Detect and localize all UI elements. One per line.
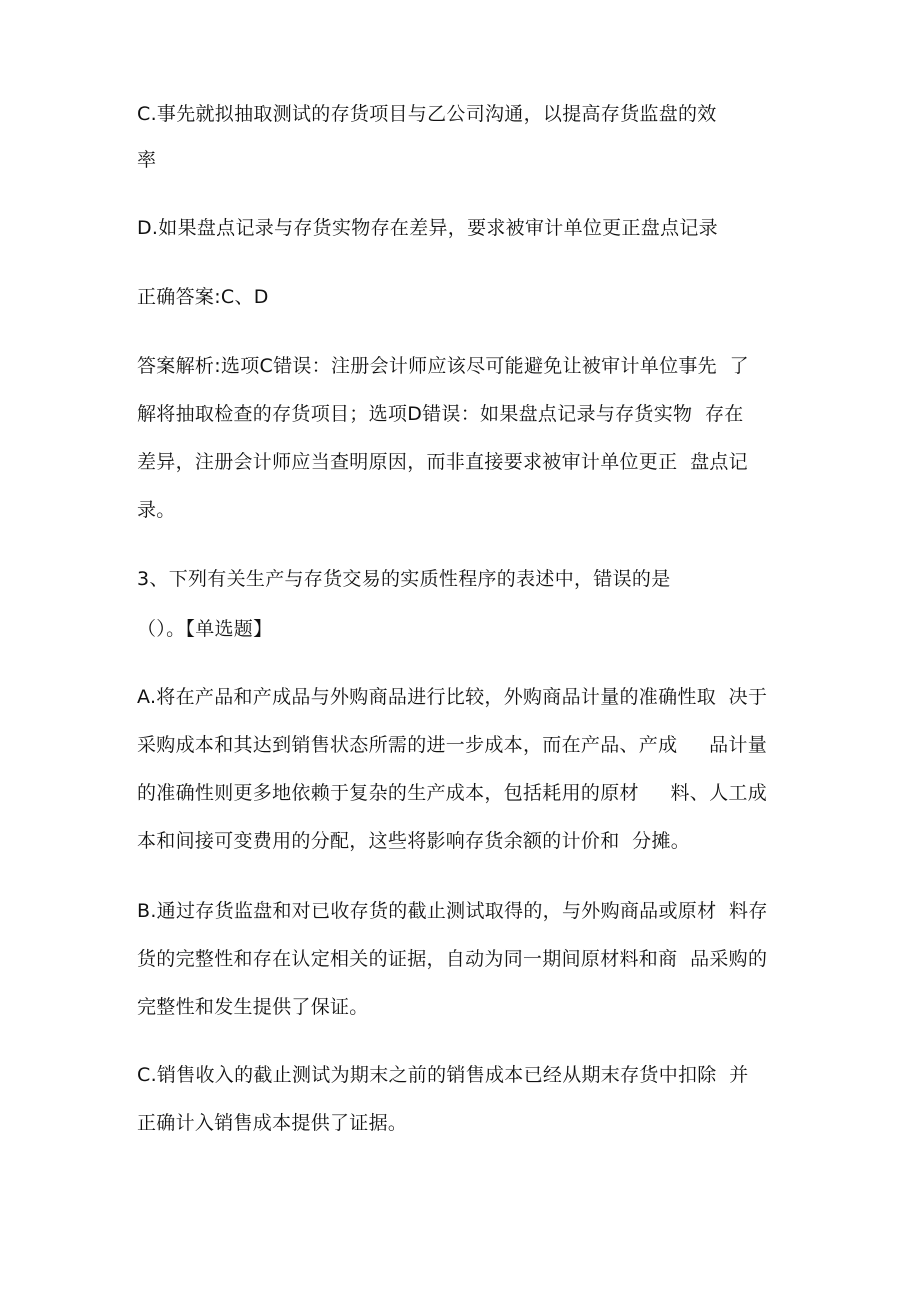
question-3-line-1: 3、下列有关生产与存货交易的实质性程序的表述中，错误的是 <box>137 568 671 590</box>
option-c2-line-2: 正确计入销售成本提供了证据。 <box>137 1112 408 1134</box>
explanation-line-2: 解将抽取检查的存货项目；选项D错误：如果盘点记录与存货实物 存在 <box>137 403 744 425</box>
option-b-line-2: 货的完整性和存在认定相关的证据，自动为同一期间原材料和商 品采购的 <box>137 948 768 970</box>
option-c-line-1: C.事先就拟抽取测试的存货项目与乙公司沟通，以提高存货监盘的效 <box>137 103 717 125</box>
option-a-line-2: 采购成本和其达到销售状态所需的进一步成本，而在产品、产成 品计量 <box>137 734 767 756</box>
option-c2-line-1: C.销售收入的截止测试为期末之前的销售成本已经从期末存货中扣除 并 <box>137 1064 749 1086</box>
explanation-line-1: 答案解析:选项C错误：注册会计师应该尽可能避免让被审计单位事先 了 <box>137 355 749 377</box>
explanation-line-3: 差异，注册会计师应当查明原因，而非直接要求被审计单位更正 盘点记 <box>137 451 748 473</box>
option-a-line-1: A.将在产品和产成品与外购商品进行比较，外购商品计量的准确性取 决于 <box>137 686 768 708</box>
option-b-line-3: 完整性和发生提供了保证。 <box>137 996 369 1018</box>
option-a-line-4: 本和间接可变费用的分配，这些将影响存货余额的计价和 分摊。 <box>137 830 691 852</box>
option-c-line-2: 率 <box>137 149 157 171</box>
question-3-line-2: （）。【单选题】 <box>137 618 273 640</box>
explanation-line-4: 录。 <box>137 499 176 521</box>
option-d-line: D.如果盘点记录与存货实物存在差异，要求被审计单位更正盘点记录 <box>137 217 718 239</box>
option-b-line-1: B.通过存货监盘和对已收存货的截止测试取得的，与外购商品或原材 料存 <box>137 900 768 922</box>
correct-answer: 正确答案:C、D <box>137 286 269 308</box>
option-a-line-3: 的准确性则更多地依赖于复杂的生产成本，包括耗用的原材 料、人工成 <box>137 782 767 804</box>
